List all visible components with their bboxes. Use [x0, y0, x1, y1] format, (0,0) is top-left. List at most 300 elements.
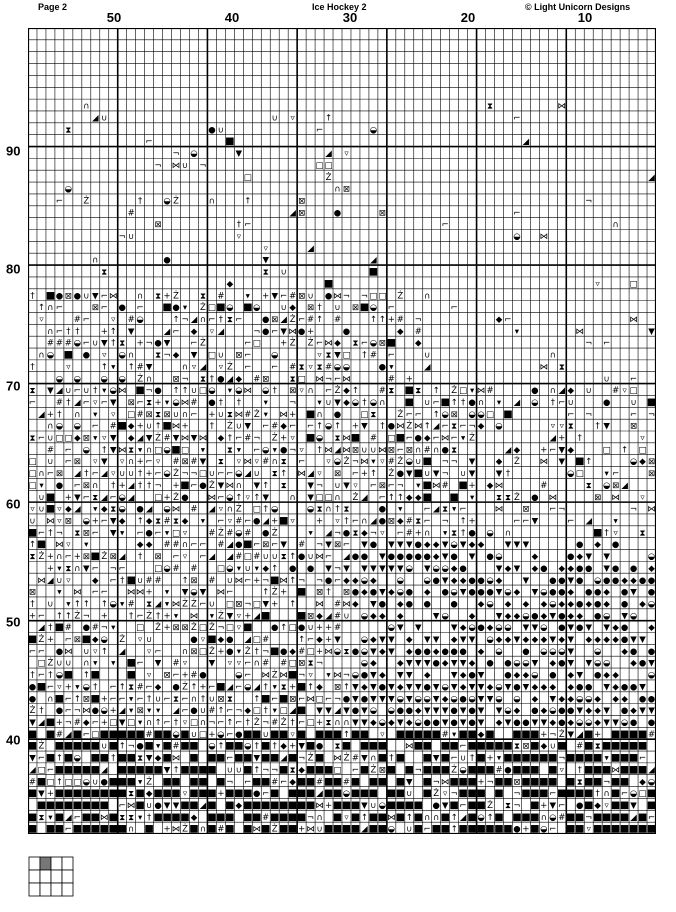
stitch-symbol: ◆ — [603, 587, 610, 598]
stitch-symbol: ⧗ — [334, 741, 341, 752]
stitch-symbol: ● — [387, 552, 396, 563]
stitch-symbol: ▼ — [531, 516, 539, 527]
stitch-symbol: † — [254, 741, 259, 752]
stitch-symbol: ¬ — [154, 160, 162, 171]
stitch-symbol: ◒ — [486, 635, 494, 646]
stitch-symbol: ● — [190, 635, 198, 646]
stitch-symbol: ⧗ — [29, 386, 36, 397]
stitch-symbol: † — [326, 587, 331, 598]
stitch-symbol: + — [289, 682, 297, 693]
stitch-symbol: ◒ — [486, 528, 494, 539]
stitch-symbol: ■ — [583, 764, 594, 776]
stitch-symbol: ■ — [296, 610, 307, 622]
stitch-symbol: + — [262, 291, 270, 302]
stitch-symbol: ■ — [278, 728, 289, 740]
stitch-symbol: ↑ — [190, 682, 198, 693]
stitch-symbol: ▿ — [317, 469, 322, 480]
stitch-symbol: □ — [136, 623, 145, 634]
stitch-symbol: ▼ — [316, 706, 323, 717]
stitch-symbol: Ż — [173, 469, 179, 480]
stitch-symbol: ■ — [117, 823, 127, 834]
stitch-symbol: † — [30, 670, 35, 681]
stitch-symbol: # — [91, 623, 99, 634]
stitch-symbol: ◆ — [379, 646, 386, 657]
stitch-symbol: † — [93, 682, 98, 693]
stitch-symbol: ↑ — [342, 729, 351, 740]
stitch-symbol: ⌐ — [37, 528, 46, 539]
stitch-symbol: ■ — [521, 776, 531, 788]
stitch-symbol: ◆ — [397, 682, 404, 693]
stitch-symbol: ◆ — [531, 563, 539, 574]
stitch-symbol: ⋈ — [243, 457, 253, 468]
stitch-symbol: ◒ — [73, 338, 82, 349]
stitch-symbol: ¬ — [630, 504, 638, 515]
stitch-symbol: ▼ — [567, 635, 575, 646]
stitch-symbol: ↑ — [289, 599, 297, 610]
stitch-symbol: ◆ — [513, 587, 521, 598]
stitch-symbol: ⋈ — [342, 599, 351, 610]
row-number-50: 50 — [6, 614, 21, 630]
stitch-symbol: ▾ — [209, 611, 215, 622]
stitch-symbol: ● — [190, 706, 198, 717]
stitch-symbol: Ż — [155, 623, 161, 634]
stitch-symbol: ◒ — [423, 694, 431, 705]
stitch-symbol: ● — [647, 575, 656, 586]
stitch-symbol: ▼ — [441, 552, 449, 563]
stitch-symbol: ⌐ — [316, 338, 324, 349]
stitch-symbol: ◒ — [522, 658, 530, 669]
stitch-symbol: † — [48, 528, 53, 539]
stitch-symbol: ▼ — [423, 635, 431, 646]
stitch-symbol: ⋈ — [288, 326, 297, 337]
stitch-symbol: ◒ — [513, 694, 521, 705]
stitch-symbol: ↑ — [450, 824, 458, 834]
stitch-symbol: + — [181, 670, 189, 681]
stitch-symbol: ▼ — [468, 457, 476, 468]
stitch-symbol: ▼ — [343, 706, 350, 717]
stitch-symbol: ⌐ — [504, 314, 512, 325]
stitch-symbol: ⌐ — [647, 812, 656, 823]
stitch-symbol: † — [380, 421, 385, 432]
stitch-symbol: ■ — [153, 728, 163, 740]
stitch-symbol: ● — [369, 540, 378, 551]
stitch-symbol: ▼ — [477, 682, 485, 693]
stitch-symbol: ● — [199, 670, 207, 681]
stitch-symbol: ◒ — [540, 623, 548, 634]
stitch-symbol: ◒ — [558, 646, 566, 657]
stitch-symbol: † — [111, 480, 116, 491]
stitch-symbol: ◆ — [486, 480, 494, 491]
stitch-symbol: ◒ — [602, 480, 611, 491]
stitch-symbol: ◒ — [540, 646, 548, 657]
stitch-symbol: ⌐ — [226, 729, 234, 740]
stitch-symbol: ■ — [296, 811, 307, 823]
stitch-symbol: Ż — [209, 646, 215, 657]
stitch-symbol: ◒ — [396, 575, 405, 586]
stitch-symbol: ▼ — [253, 480, 261, 491]
stitch-symbol: Ż — [146, 611, 153, 622]
stitch-symbol: ◒ — [136, 314, 144, 325]
stitch-symbol: ⧗ — [280, 457, 287, 468]
stitch-symbol: ▼ — [145, 753, 153, 764]
stitch-symbol: ∪ — [145, 421, 153, 432]
stitch-symbol: ◆ — [558, 563, 566, 574]
stitch-symbol: ▼ — [181, 587, 189, 598]
stitch-symbol: ◢ — [65, 729, 72, 740]
stitch-symbol: † — [218, 397, 224, 408]
stitch-symbol: ⋈ — [440, 777, 450, 788]
stitch-symbol: ⌐ — [244, 516, 252, 527]
page-cell — [40, 883, 51, 896]
stitch-symbol: ⌐ — [244, 777, 252, 788]
stitch-symbol: □ — [306, 717, 315, 728]
stitch-symbol: ⋈ — [342, 445, 351, 456]
stitch-symbol: ● — [531, 706, 539, 717]
stitch-symbol: ◆ — [540, 706, 548, 717]
stitch-symbol: ◒ — [208, 741, 216, 752]
stitch-symbol: ▾ — [182, 303, 188, 314]
stitch-symbol: ▾ — [272, 682, 277, 693]
stitch-symbol: ● — [513, 682, 521, 693]
stitch-symbol: ■ — [81, 799, 92, 811]
stitch-symbol: ⌐ — [91, 528, 99, 539]
stitch-symbol: ∪ — [145, 800, 153, 811]
stitch-symbol: ◆ — [432, 552, 440, 563]
stitch-symbol: ● — [324, 575, 333, 586]
stitch-symbol: ▼ — [370, 682, 377, 693]
stitch-symbol: ◒ — [262, 445, 270, 456]
stitch-symbol: ◢ — [325, 611, 332, 622]
stitch-symbol: ■ — [99, 799, 109, 811]
stitch-symbol: ⌐ — [208, 314, 216, 325]
stitch-symbol: † — [209, 421, 215, 432]
stitch-symbol: ∩ — [92, 255, 99, 266]
stitch-symbol: ● — [208, 125, 216, 136]
stitch-symbol: ▾ — [496, 397, 502, 408]
stitch-symbol: ⋈ — [315, 552, 324, 563]
stitch-symbol: ◆ — [432, 540, 440, 551]
stitch-symbol: ∪ — [307, 623, 314, 634]
stitch-symbol: ◆ — [567, 694, 575, 705]
stitch-symbol: ⊠ — [387, 516, 395, 527]
stitch-symbol: # — [154, 575, 162, 586]
stitch-symbol: ▿ — [344, 149, 349, 160]
stitch-symbol: ▼ — [468, 682, 476, 693]
stitch-symbol: ▼ — [441, 717, 449, 728]
stitch-symbol: ◆ — [190, 812, 198, 823]
page-navigator — [28, 856, 76, 898]
stitch-symbol: ■ — [467, 776, 477, 788]
stitch-symbol: ◆ — [522, 670, 530, 681]
stitch-symbol: ⊠ — [378, 765, 386, 776]
stitch-symbol: ▿ — [236, 611, 241, 622]
stitch-symbol: ▼ — [549, 800, 557, 811]
stitch-symbol: ⌐ — [64, 635, 72, 646]
stitch-symbol: ▼ — [280, 326, 287, 337]
stitch-symbol: ■ — [261, 610, 271, 622]
stitch-symbol: Ż — [307, 753, 314, 764]
stitch-symbol: ▾ — [111, 362, 116, 373]
stitch-symbol: ▼ — [397, 563, 404, 574]
stitch-symbol: # — [540, 480, 548, 491]
stitch-symbol: ● — [558, 706, 566, 717]
stitch-symbol: ◒ — [369, 706, 378, 717]
stitch-symbol: ▼ — [334, 635, 341, 646]
stitch-symbol: ⧗ — [504, 492, 511, 503]
stitch-symbol: ■ — [216, 776, 226, 788]
stitch-symbol: ∩ — [540, 812, 547, 823]
stitch-symbol: ◆ — [495, 635, 503, 646]
stitch-symbol: ● — [351, 646, 360, 657]
stitch-symbol: ⌐ — [441, 421, 449, 432]
stitch-symbol: ■ — [171, 788, 181, 800]
stitch-symbol: ◆ — [612, 635, 619, 646]
stitch-symbol: ¬ — [154, 480, 162, 491]
stitch-symbol: ■ — [539, 776, 549, 788]
stitch-symbol: ■ — [162, 420, 172, 432]
stitch-symbol: ∪ — [190, 386, 198, 397]
stitch-symbol: ◆ — [136, 540, 144, 551]
stitch-symbol: ▼ — [504, 540, 512, 551]
stitch-symbol: ■ — [359, 764, 370, 776]
stitch-symbol: ◒ — [244, 741, 252, 752]
stitch-symbol: ⌐ — [307, 635, 315, 646]
stitch-symbol: ■ — [135, 764, 145, 776]
stitch-symbol: ◆ — [612, 670, 619, 681]
stitch-symbol: ■ — [126, 574, 136, 586]
stitch-symbol: ■ — [476, 764, 486, 776]
stitch-symbol: ⧗ — [65, 125, 72, 136]
stitch-symbol: ■ — [404, 799, 415, 811]
stitch-symbol: + — [316, 646, 324, 657]
stitch-symbol: ⧗ — [155, 291, 162, 302]
stitch-symbol: ⧗ — [155, 516, 162, 527]
stitch-symbol: ◆ — [540, 682, 548, 693]
stitch-symbol: ↑ — [486, 812, 494, 823]
stitch-symbol: ⊠ — [82, 694, 90, 705]
stitch-symbol: ⋈ — [279, 409, 288, 420]
stitch-symbol: ¬ — [414, 314, 422, 325]
stitch-symbol: ∪ — [47, 457, 54, 468]
stitch-symbol: ■ — [198, 788, 208, 800]
stitch-symbol: ◒ — [324, 421, 333, 432]
stitch-symbol: ■ — [458, 776, 468, 788]
stitch-symbol: † — [146, 694, 152, 705]
stitch-symbol: ⧗ — [173, 694, 180, 705]
stitch-symbol: # — [298, 540, 306, 551]
stitch-symbol: ■ — [619, 764, 630, 776]
stitch-symbol: ◒ — [441, 682, 449, 693]
stitch-symbol: ↑ — [217, 706, 225, 717]
stitch-symbol: ● — [459, 563, 467, 574]
stitch-symbol: † — [146, 812, 152, 823]
stitch-symbol: ◢ — [522, 137, 530, 148]
stitch-symbol: □ — [154, 492, 163, 503]
stitch-symbol: ■ — [126, 669, 136, 681]
stitch-symbol: ▾ — [236, 563, 241, 574]
stitch-symbol: ● — [423, 646, 431, 657]
stitch-symbol: ▿ — [111, 409, 116, 420]
stitch-symbol: Ż — [173, 291, 179, 302]
stitch-symbol: ● — [477, 623, 485, 634]
stitch-symbol: ◢ — [38, 409, 45, 420]
stitch-symbol: ◒ — [495, 421, 503, 432]
stitch-symbol: ■ — [90, 788, 101, 800]
stitch-symbol: ↑ — [262, 480, 270, 491]
stitch-symbol: ⋈ — [315, 374, 324, 385]
stitch-symbol: ⌐ — [351, 516, 360, 527]
stitch-symbol: ◢ — [118, 646, 126, 657]
stitch-symbol: ↑ — [459, 516, 467, 527]
stitch-symbol: ⌐ — [37, 611, 46, 622]
stitch-symbol: ■ — [28, 811, 38, 823]
stitch-symbol: + — [100, 611, 108, 622]
stitch-symbol: ◆ — [450, 575, 458, 586]
stitch-symbol: ¬ — [109, 563, 117, 574]
stitch-symbol: ▼ — [567, 658, 575, 669]
stitch-symbol: ■ — [126, 776, 136, 788]
stitch-symbol: ⌐ — [55, 326, 63, 337]
stitch-symbol: † — [389, 753, 394, 764]
stitch-symbol: ∩ — [128, 350, 135, 361]
stitch-symbol: ↑ — [280, 623, 288, 634]
stitch-symbol: ● — [540, 563, 548, 574]
stitch-symbol: ⌐ — [387, 480, 395, 491]
stitch-symbol: ⧗ — [307, 658, 314, 669]
stitch-symbol: ▾ — [120, 599, 125, 610]
stitch-symbol: ◢ — [163, 326, 171, 337]
stitch-symbol: ◆ — [289, 646, 296, 657]
stitch-symbol: ■ — [269, 799, 280, 811]
stitch-symbol: ▼ — [549, 694, 557, 705]
stitch-symbol: # — [217, 540, 225, 551]
stitch-symbol: ◢ — [118, 706, 126, 717]
stitch-symbol: ▼ — [468, 469, 476, 480]
stitch-symbol: ▼ — [495, 469, 503, 480]
stitch-symbol: ⧗ — [29, 552, 36, 563]
stitch-symbol: ▿ — [111, 469, 116, 480]
stitch-symbol: ↑ — [307, 682, 315, 693]
stitch-symbol: ¬ — [333, 694, 342, 705]
stitch-symbol: ■ — [36, 681, 47, 693]
stitch-symbol: ¬ — [441, 457, 449, 468]
stitch-symbol: ■ — [395, 811, 406, 823]
stitch-symbol: ∩ — [334, 184, 341, 195]
stitch-symbol: ■ — [476, 823, 486, 834]
stitch-symbol: # — [342, 777, 351, 788]
stitch-symbol: ▼ — [432, 469, 440, 480]
stitch-symbol: ◆ — [567, 670, 575, 681]
stitch-symbol: ◆ — [495, 314, 503, 325]
stitch-symbol: ⋈ — [55, 540, 64, 551]
stitch-symbol: ● — [441, 445, 449, 456]
stitch-symbol: ⌐ — [612, 469, 620, 480]
stitch-symbol: ■ — [610, 728, 621, 740]
stitch-symbol: ⋈ — [494, 480, 504, 491]
stitch-symbol: ■ — [323, 776, 334, 788]
stitch-symbol: ■ — [296, 728, 307, 740]
stitch-symbol: Ż — [271, 528, 278, 539]
stitch-symbol: ⌐ — [217, 516, 225, 527]
stitch-symbol: ◒ — [109, 599, 117, 610]
stitch-symbol: ⊠ — [594, 492, 602, 503]
stitch-symbol: □ — [198, 729, 207, 740]
stitch-symbol: ⌐ — [351, 765, 360, 776]
stitch-symbol: # — [333, 611, 342, 622]
stitch-symbol: ■ — [619, 776, 630, 788]
stitch-symbol: ◆ — [495, 457, 503, 468]
stitch-symbol: ↑ — [289, 552, 297, 563]
copyright-notice: © Light Unicorn Designs — [525, 2, 631, 12]
stitch-symbol: ⌐ — [307, 421, 315, 432]
stitch-symbol: ⌐ — [37, 753, 46, 764]
stitch-symbol: ◢ — [226, 374, 234, 385]
stitch-symbol: ⌐ — [136, 528, 144, 539]
stitch-symbol: ↑ — [109, 326, 117, 337]
stitch-symbol: # — [55, 338, 63, 349]
stitch-symbol: ▼ — [199, 587, 207, 598]
stitch-symbol: ⧗ — [199, 291, 206, 302]
stitch-symbol: ◆ — [630, 706, 637, 717]
stitch-symbol: ⋈ — [539, 362, 549, 373]
stitch-symbol: □ — [252, 635, 261, 646]
stitch-symbol: ◆ — [361, 587, 368, 598]
stitch-symbol: ■ — [225, 740, 235, 752]
stitch-symbol: ∪ — [406, 824, 413, 834]
stitch-symbol: ◆ — [639, 777, 646, 788]
stitch-symbol: ▿ — [254, 457, 259, 468]
stitch-symbol: ● — [468, 717, 476, 728]
stitch-symbol: ◢ — [244, 635, 252, 646]
stitch-symbol: ▼ — [441, 800, 449, 811]
stitch-symbol: # — [289, 291, 297, 302]
stitch-symbol: ▼ — [639, 635, 646, 646]
stitch-symbol: ◒ — [235, 528, 243, 539]
stitch-symbol: ◒ — [513, 658, 521, 669]
stitch-symbol: ◒ — [504, 587, 512, 598]
stitch-symbol: + — [324, 800, 333, 811]
stitch-symbol: ▼ — [172, 800, 180, 811]
stitch-symbol: ▿ — [191, 362, 197, 373]
stitch-symbol: ▼ — [361, 540, 368, 551]
stitch-symbol: ■ — [144, 764, 154, 776]
stitch-symbol: ⌐ — [217, 717, 225, 728]
stitch-symbol: ▿ — [39, 314, 44, 325]
stitch-symbol: ▿ — [308, 362, 313, 373]
stitch-symbol: ⌐ — [100, 291, 108, 302]
stitch-symbol: ∩ — [128, 457, 135, 468]
stitch-symbol: ⌐ — [37, 646, 46, 657]
stitch-symbol: ◆ — [414, 492, 422, 503]
stitch-symbol: ◒ — [495, 623, 503, 634]
stitch-symbol: ■ — [619, 823, 630, 834]
stitch-symbol: ● — [253, 789, 261, 800]
stitch-symbol: ¬ — [432, 777, 440, 788]
stitch-symbol: ▿ — [66, 540, 71, 551]
stitch-symbol: ■ — [252, 799, 262, 811]
stitch-symbol: □ — [243, 552, 252, 563]
stitch-symbol: ⋈ — [126, 800, 136, 811]
stitch-symbol: ⋈ — [64, 646, 73, 657]
stitch-symbol: ⧗ — [226, 445, 233, 456]
stitch-symbol: ⌐ — [172, 670, 180, 681]
stitch-symbol: ⌐ — [405, 409, 413, 420]
stitch-symbol: ↑ — [154, 717, 162, 728]
stitch-symbol: ◒ — [459, 765, 467, 776]
stitch-symbol: ■ — [628, 752, 639, 764]
stitch-symbol: ¬ — [316, 658, 324, 669]
stitch-symbol: ◒ — [549, 599, 557, 610]
